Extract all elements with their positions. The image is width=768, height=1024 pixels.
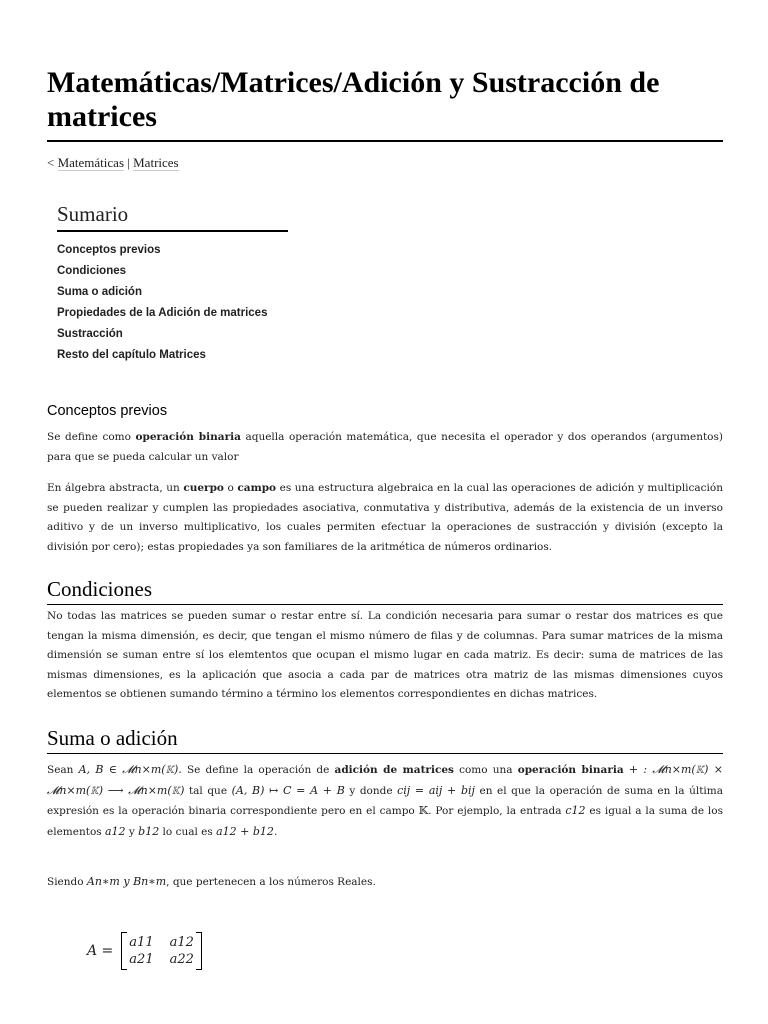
breadcrumb <box>47 155 179 171</box>
term-operacion-binaria: operación binaria <box>135 431 241 443</box>
breadcrumb-prefix: < <box>47 155 55 170</box>
paragraph-condiciones: No todas las matrices se pueden sumar o restar entre sí. La condición necesaria para sumar o restar dos matrices es que tengan la misma dimensión, es decir, que tengan el mismo número de filas y de columnas. Para sumar matrices de la misma dimensión se suman entre sí los elemtentos que ocupan el mismo lugar en cada matriz. Es decir: suma de matrices de las mismas dimensiones, es la aplicación que asocia a cada par de matrices otra matriz de las mismas dimensiones cuyos elementos se obtienen sumando término a término los elementos correspondientes en dichas matrices. <box>47 610 723 700</box>
breadcrumb-separator: | <box>127 155 130 170</box>
matrix-equation <box>87 932 202 970</box>
breadcrumb-link-matematicas[interactable]: Matemáticas <box>57 155 125 170</box>
paragraph-cuerpo-campo: En álgebra abstracta, un cuerpo o campo es una estructura algebraica en la cual las operaciones de adición y multiplicación se pueden realizar y cumplen las propiedades asociativa, conmutativa y distributiva, además de la existencia de un inverso aditivo y de un inverso multiplicativo, los cuales permiten efectuar la operaciones de sustracción y división (excepto la división por cero); estas propiedades ya son familiares de la aritmética de números ordinarios. <box>47 482 723 553</box>
matrix-cell-a21: a21 <box>129 952 154 967</box>
toc-item-conceptos-previos[interactable]: Conceptos previos <box>57 244 161 256</box>
toc-item-sustraccion[interactable]: Sustracción <box>57 328 123 340</box>
section-heading-condiciones: Condiciones <box>47 576 723 605</box>
math-plus-map: + : 𝓜n×m(𝕂) × 𝓜n×m(𝕂) ⟶ 𝓜n×m(𝕂) <box>47 763 724 797</box>
math-field-k: 𝕂 <box>418 804 429 817</box>
math-a12: a12 <box>105 824 126 838</box>
section-suma-adicion <box>47 725 723 893</box>
term-cuerpo: cuerpo <box>183 482 224 494</box>
section-condiciones <box>47 576 723 705</box>
matrix-a <box>121 932 202 970</box>
matrix-cell-a11: a11 <box>129 935 154 950</box>
paragraph-definicion-suma: Sean A, B ∈ 𝓜n×m(𝕂). Se define la operación de adición de matrices como una operación binaria + : 𝓜n×m(𝕂) × 𝓜n×m(𝕂) ⟶ 𝓜n×m(𝕂) tal que (A, B) ↦ C = A + B y donde cij = aij + bij en el que la operación de suma en la última expresión es la operación binaria correspondiente pero en el campo 𝕂. Por ejemplo, la entrada c12 es igual a la suma de los elementos a12 y b12 lo cual es a12 + b12. <box>47 763 724 838</box>
math-anm-bnm: An∗m y Bn∗m <box>86 875 167 888</box>
section-heading-suma: Suma o adición <box>47 725 723 754</box>
math-ab-in-m: A, B ∈ 𝓜n×m(𝕂). <box>78 763 182 776</box>
section-heading-conceptos: Conceptos previos <box>47 403 168 419</box>
table-of-contents <box>57 201 288 366</box>
matrix-cell-a22: a22 <box>169 952 194 967</box>
toc-item-condiciones[interactable]: Condiciones <box>57 265 127 277</box>
toc-heading: Sumario <box>57 201 288 232</box>
toc-item-resto-capitulo[interactable]: Resto del capítulo Matrices <box>57 349 206 361</box>
section-conceptos-previos <box>47 402 723 557</box>
toc-item-propiedades[interactable]: Propiedades de la Adición de matrices <box>57 307 268 319</box>
breadcrumb-link-matrices[interactable]: Matrices <box>133 155 179 170</box>
math-cij: cij = aij + bij <box>397 783 475 797</box>
paragraph-siendo: Siendo An∗m y Bn∗m, que pertenecen a los números Reales. <box>47 875 376 888</box>
math-a12-plus-b12: a12 + b12 <box>216 824 274 838</box>
math-ab-to-c: (A, B) ↦ C = A + B <box>231 783 345 797</box>
paragraph-operacion-binaria: Se define como operación binaria aquella operación matemática, que necesita el operador y dos operandos (argumentos) para que se pueda calcular un valor <box>47 431 723 463</box>
term-campo: campo <box>237 482 277 494</box>
matrix-cell-a12: a12 <box>169 935 194 950</box>
math-b12: b12 <box>138 824 160 838</box>
toc-item-suma-adicion[interactable]: Suma o adición <box>57 286 142 298</box>
page-title: Matemáticas/Matrices/Adición y Sustracción de matrices <box>47 66 723 142</box>
matrix-lhs: A = <box>87 943 114 959</box>
math-c12: c12 <box>565 804 586 817</box>
